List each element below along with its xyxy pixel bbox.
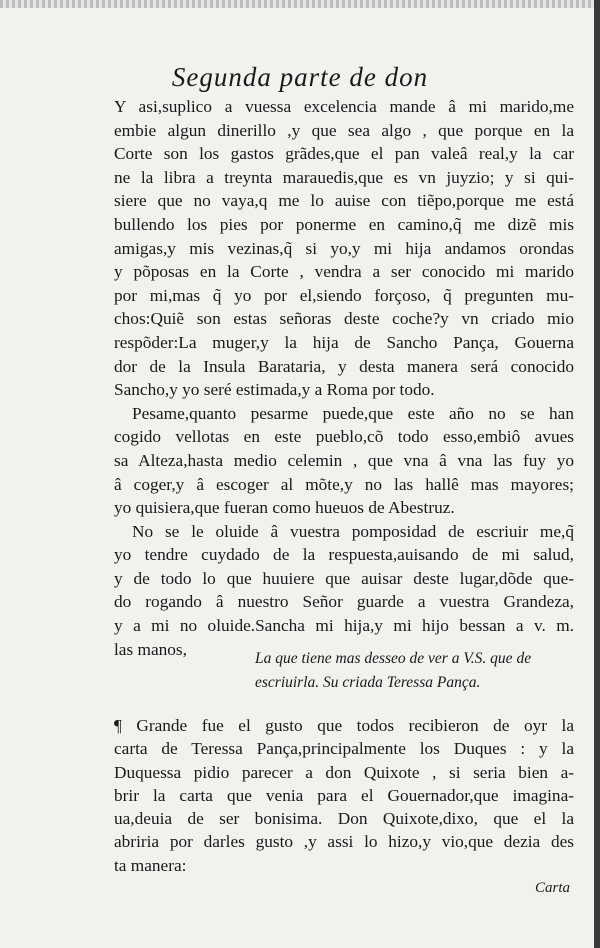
letter-paragraph-2 [114,402,574,520]
text-line: abriria por darles gusto ,y assi lo hizo,y vio,que dezia des [114,832,574,852]
text-line: ta manera: [114,855,187,875]
text-line: dor de la Insula Barataria, y desta manera será conocido [114,356,574,376]
text-line: Duquessa pidio parecer a don Quixote , si seria bien a- [114,762,574,782]
text-line: embie algun dinerillo ,y que sea algo , que porque en la [114,120,574,140]
narrative-paragraph [114,714,574,877]
running-title: Segunda parte de don [171,62,429,92]
top-border [0,0,600,8]
text-line: y a mi no oluide.Sancha mi hija,y mi hijo bessan a v. m. [114,616,574,636]
text-line: por mi,mas q̃ yo por el,siendo forçoso, q̃ pregunten mu- [114,285,574,305]
signature-line: La que tiene mas desseo de ver a V.S. que de [255,650,532,667]
text-line: ne la libra a treynta marauedis,que es vn juyzio; y si qui- [114,167,574,187]
text-line: No se le oluide â vuestra pomposidad de escriuir me,q̃ [132,521,574,541]
text-line: las manos, [114,639,187,659]
text-line: do rogando â nuestro Señor guarde a vuestra Grandeza, [114,592,574,612]
text-line: cogido vellotas en este pueblo,cõ todo esso,embiô avues [114,427,574,447]
text-line: brir la carta que venia para el Gouernador,que imagina- [114,785,574,805]
text-line: Y asi,suplico a vuessa excelencia mande â mi marido,me [114,97,574,116]
text-line: ¶ Grande fue el gusto que todos recibieron de oyr la [114,716,574,735]
text-line: â coger,y â escoger al mõte,y no las hallê mas mayores; [114,474,574,494]
letter-paragraph-3 [114,520,574,662]
text-line: yo tendre cuydado de la respuesta,auisando de mi salud, [114,545,574,565]
text-line: Pesame,quanto pesarme puede,que este año no se han [132,403,574,423]
letter-body [114,95,574,661]
text-line: yo quisiera,que fueran como hueuos de Abestruz. [114,498,455,518]
text-line: Sancho,y yo seré estimada,y a Roma por todo. [114,380,435,400]
text-line: carta de Teressa Pança,principalmente los Duques : y la [114,739,574,759]
text-line: Corte son los gastos grãdes,que el pan valeâ real,y la car [114,144,574,164]
letter-paragraph-1 [114,95,574,402]
catchword: Carta [535,880,571,896]
page-edge [594,0,600,948]
text-line: y põposas en la Corte , vendra a ser conocido mi marido [114,262,574,282]
text-line: ua,deuia de ser bonisima. Don Quixote,dixo, que el la [114,809,574,829]
text-line: y de todo lo que huuiere que auisar deste lugar,dõde que- [114,568,574,588]
text-line: sa Alteza,hasta medio celemin , que vna â vna las fuy yo [114,450,574,470]
signature-line: escriuirla. Su criada Teressa Pança. [255,674,481,691]
text-line: respõder:La muger,y la hija de Sancho Pança, Gouerna [114,332,574,352]
text-line: amigas,y mis vezinas,q̃ si yo,y mi hija andamos orondas [114,238,574,258]
text-line: siere que no vaya,q me lo auise con tiẽpo,porque me está [114,191,574,211]
text-line: bullendo los pies por ponerme en camino,q̃ me dizẽ mis [114,214,574,234]
text-line: chos:Quiẽ son estas señoras deste coche?y vn criado mio [114,309,574,329]
